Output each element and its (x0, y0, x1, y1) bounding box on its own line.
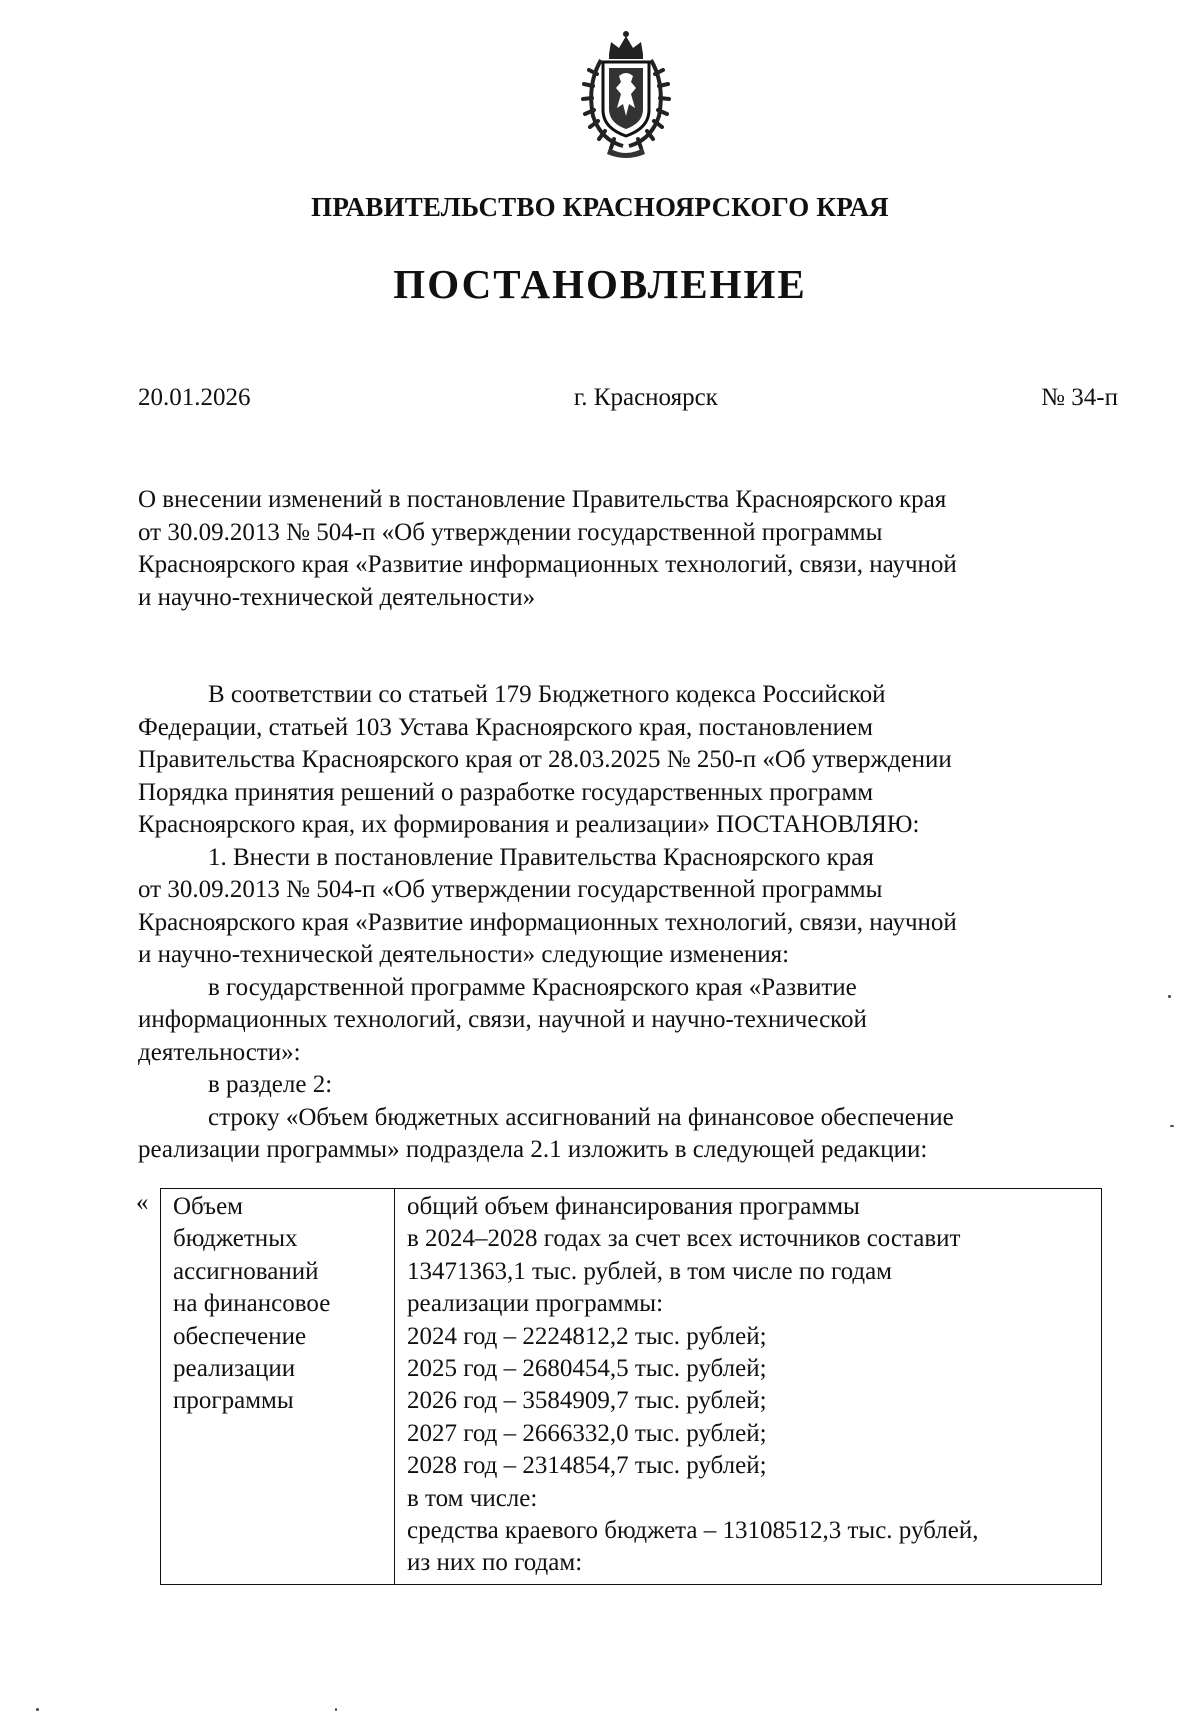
organization-name: ПРАВИТЕЛЬСТВО КРАСНОЯРСКОГО КРАЯ (311, 192, 889, 222)
opening-quote: « (136, 1189, 149, 1216)
title-line: и научно-технической деятельности» (138, 583, 536, 611)
body-line: Федерации, статьей 103 Устава Красноярского края, постановлением (138, 713, 873, 741)
title-line: Красноярского края «Развитие информационных технологий, связи, научной (138, 551, 957, 578)
label-line: на финансовое (173, 1290, 331, 1318)
value-line: средства краевого бюджета – 13108512,3 тыс. рублей, (407, 1517, 979, 1545)
scan-speck (1168, 995, 1171, 998)
label-line: ассигнований (173, 1257, 319, 1285)
title-line: О внесении изменений в постановление Правительства Красноярского края (138, 486, 947, 513)
value-line: общий объем финансирования программы (407, 1193, 860, 1220)
value-line: в том числе: (407, 1484, 538, 1512)
document-meta (138, 384, 1118, 412)
document-date: 20.01.2026 (138, 384, 251, 411)
body-line: в разделе 2: (208, 1071, 333, 1098)
label-line: бюджетных (173, 1225, 298, 1253)
body-line: в государственной программе Красноярского края «Развитие (208, 973, 857, 1001)
body-line: деятельности»: (138, 1038, 301, 1066)
body-line: Красноярского края, их формирования и реализации» ПОСТАНОВЛЯЮ: (138, 811, 920, 838)
label-line: программы (173, 1387, 294, 1415)
scan-speck (1170, 1125, 1174, 1127)
value-line: 2024 год – 2224812,2 тыс. рублей; (407, 1322, 767, 1350)
scan-speck (335, 1708, 337, 1711)
document-city: г. Красноярск (573, 384, 718, 411)
value-line: 13471363,1 тыс. рублей, в том числе по годам (407, 1257, 892, 1285)
body-line: Порядка принятия решений о разработке государственных программ (138, 778, 874, 806)
body-line: строку «Объем бюджетных ассигнований на финансовое обеспечение (208, 1103, 954, 1131)
document-number: № 34-п (1041, 384, 1118, 411)
value-line: в 2024–2028 годах за счет всех источников составит (407, 1225, 961, 1253)
scan-speck (36, 1708, 39, 1711)
body-line: 1. Внести в постановление Правительства Красноярского края (208, 843, 874, 871)
title-line: от 30.09.2013 № 504-п «Об утверждении государственной программы (138, 518, 883, 546)
body-line: Правительства Красноярского края от 28.03.2025 № 250-п «Об утверждении (138, 746, 952, 773)
body-line: реализации программы» подраздела 2.1 изложить в следующей редакции: (138, 1136, 928, 1163)
table-row (161, 1189, 1102, 1585)
value-line: 2026 год – 3584909,7 тыс. рублей; (407, 1387, 767, 1415)
body-line: информационных технологий, связи, научной и научно-технической (138, 1006, 867, 1033)
value-line: реализации программы: (407, 1290, 664, 1318)
value-line: 2028 год – 2314854,7 тыс. рублей; (407, 1452, 767, 1480)
value-line: из них по годам: (407, 1549, 583, 1577)
label-line: реализации (173, 1355, 296, 1383)
table-cell-value (395, 1189, 1102, 1585)
label-line: обеспечение (173, 1322, 307, 1350)
body-line: В соответствии со статьей 179 Бюджетного кодекса Российской (208, 681, 886, 708)
body-line: от 30.09.2013 № 504-п «Об утверждении государственной программы (138, 876, 883, 903)
document-title (138, 484, 1118, 614)
body-line: Красноярского края «Развитие информационных технологий, связи, научной (138, 908, 957, 936)
budget-table (160, 1188, 1102, 1585)
label-line: Объем (173, 1193, 243, 1220)
table-cell-label (161, 1189, 395, 1585)
document-type-heading: ПОСТАНОВЛЕНИЕ (393, 261, 807, 307)
value-line: 2025 год – 2680454,5 тыс. рублей; (407, 1355, 767, 1383)
value-line: 2027 год – 2666332,0 тыс. рублей; (407, 1419, 767, 1447)
document-body (138, 679, 1118, 1167)
krasnoyarsk-coat-of-arms-icon (573, 24, 679, 160)
body-line: и научно-технической деятельности» следующие изменения: (138, 941, 790, 968)
